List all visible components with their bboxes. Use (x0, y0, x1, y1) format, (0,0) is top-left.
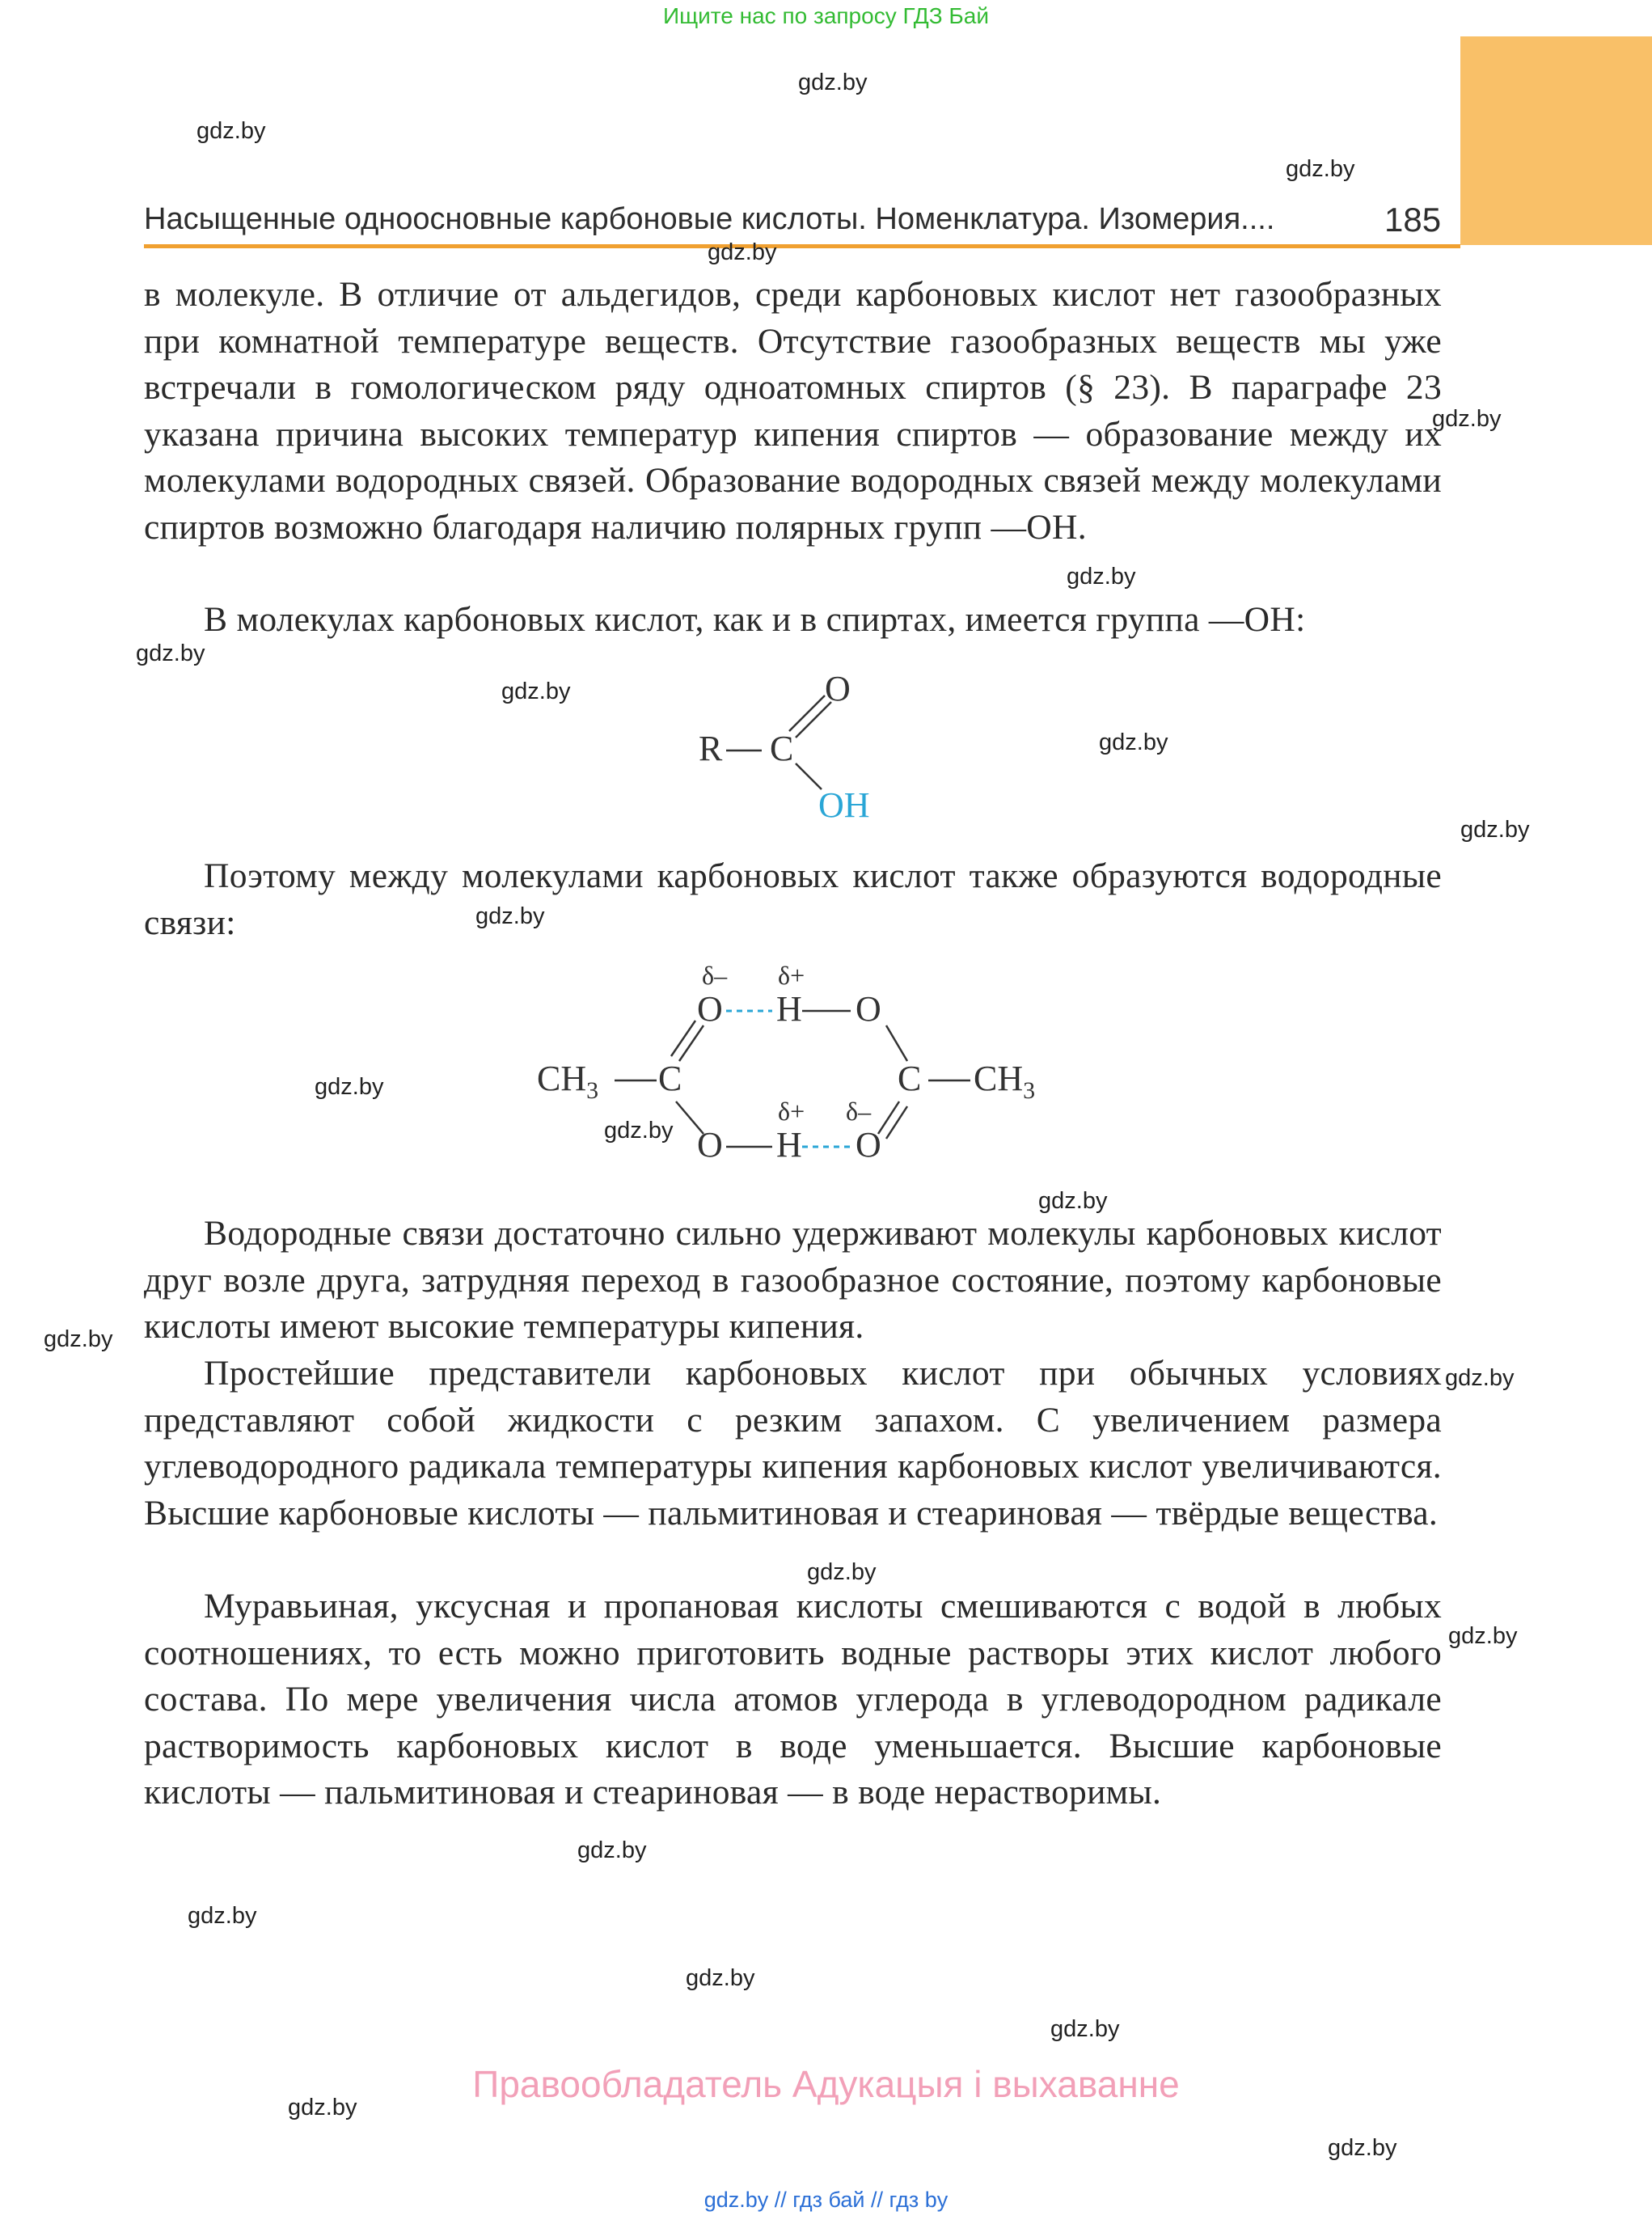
watermark: gdz.by (708, 239, 777, 265)
methyl-right: $CH_3$ (974, 1059, 1036, 1104)
atom-o: O (856, 989, 881, 1029)
delta-minus-label: δ– (846, 1097, 872, 1126)
watermark: gdz.by (1460, 817, 1530, 843)
paragraph-3: Поэтому между молекулами карбоновых кислот также образуются водородные связи: (144, 856, 1442, 942)
watermark: gdz.by (798, 70, 868, 95)
watermark: gdz.by (1067, 564, 1136, 590)
copyright-notice: Правообладатель Адукацыя і выхаванне (472, 2063, 1180, 2105)
paragraph-2: В молекулах карбоновых кислот, как и в спиртах, имеется группа —OH: (204, 600, 1306, 639)
watermark: gdz.by (501, 679, 571, 704)
atom-o: O (697, 1125, 723, 1165)
delta-minus-label: δ– (702, 961, 728, 990)
paragraph-4: Водородные связи достаточно сильно удерживают молекулы карбоновых кислот друг возле друга, затрудняя переход в газообразное состояние, поэтому карбоновые кислоты имеют высокие температуры кипения. (144, 1214, 1442, 1346)
atom-c: C (658, 1059, 682, 1098)
page-number: 185 (1384, 201, 1442, 239)
atom-h: H (776, 1125, 802, 1165)
delta-plus-label: δ+ (778, 961, 805, 990)
watermark: gdz.by (475, 903, 545, 929)
watermark: gdz.by (44, 1326, 113, 1352)
watermark: gdz.by (315, 1074, 384, 1100)
atom-o: O (856, 1125, 881, 1165)
paragraph-1: в молекуле. В отличие от альдегидов, среди карбоновых кислот нет газообразных при комнатной температуре веществ. Отсутствие газообразных веществ мы уже встречали в гомологическом ряду одноатомных спиртов (§ 23). В параграфе 23 указана причина высоких температур кипения спиртов — образование между их молекулами водородных связей. Образование водородных связей между молекулами спиртов возможно благодаря наличию полярных групп —OH. (144, 275, 1442, 547)
atom-r: R (699, 729, 723, 768)
watermark: gdz.by (686, 1965, 755, 1991)
watermark: gdz.by (1445, 1365, 1515, 1391)
running-header-title: Насыщенные одноосновные карбоновые кислоты. Номенклатура. Изомерия.... (144, 202, 1275, 236)
watermark: gdz.by (188, 1903, 257, 1929)
watermark: gdz.by (807, 1559, 877, 1585)
paragraph-5: Простейшие представители карбоновых кислот при обычных условиях представляют собой жидкости с резким запахом. С увеличением размера углеводородного радикала температуры кипения карбоновых кислот увеличиваются. Высшие карбоновые кислоты — пальмитиновая и стеариновая — твёрдые вещества. (144, 1354, 1442, 1533)
search-banner[interactable]: Ищите нас по запросу ГДЗ Бай (662, 3, 990, 28)
watermark: gdz.by (196, 118, 266, 144)
atom-c: C (898, 1059, 922, 1098)
group-oh: OH (818, 785, 870, 825)
methyl-left: $CH_3$ (537, 1059, 599, 1104)
delta-plus-label: δ+ (778, 1097, 805, 1126)
watermark: gdz.by (288, 2095, 357, 2120)
footer-links[interactable]: gdz.by // гдз бай // гдз by (703, 2188, 949, 2212)
watermark: gdz.by (1050, 2016, 1120, 2042)
watermark: gdz.by (1286, 156, 1355, 182)
paragraph-6: Муравьиная, уксусная и пропановая кислоты смешиваются с водой в любых соотношениях, то есть можно приготовить водные растворы этих кислот любого состава. По мере увеличения числа атомов углерода в углеводородном радикале растворимость карбоновых кислот в воде уменьшается. Высшие карбоновые кислоты — пальмитиновая и стеариновая — в воде нерастворимы. (144, 1587, 1442, 1812)
watermark: gdz.by (604, 1118, 674, 1144)
watermark: gdz.by (1038, 1188, 1108, 1214)
watermark: gdz.by (136, 641, 205, 666)
watermark: gdz.by (577, 1837, 647, 1863)
atom-c: C (770, 729, 794, 768)
watermark: gdz.by (1448, 1623, 1518, 1649)
watermark: gdz.by (1099, 729, 1168, 755)
atom-o: O (825, 669, 851, 708)
watermark: gdz.by (1328, 2135, 1397, 2161)
atom-h: H (776, 989, 802, 1029)
watermark: gdz.by (1432, 406, 1502, 432)
atom-o: O (697, 989, 723, 1029)
